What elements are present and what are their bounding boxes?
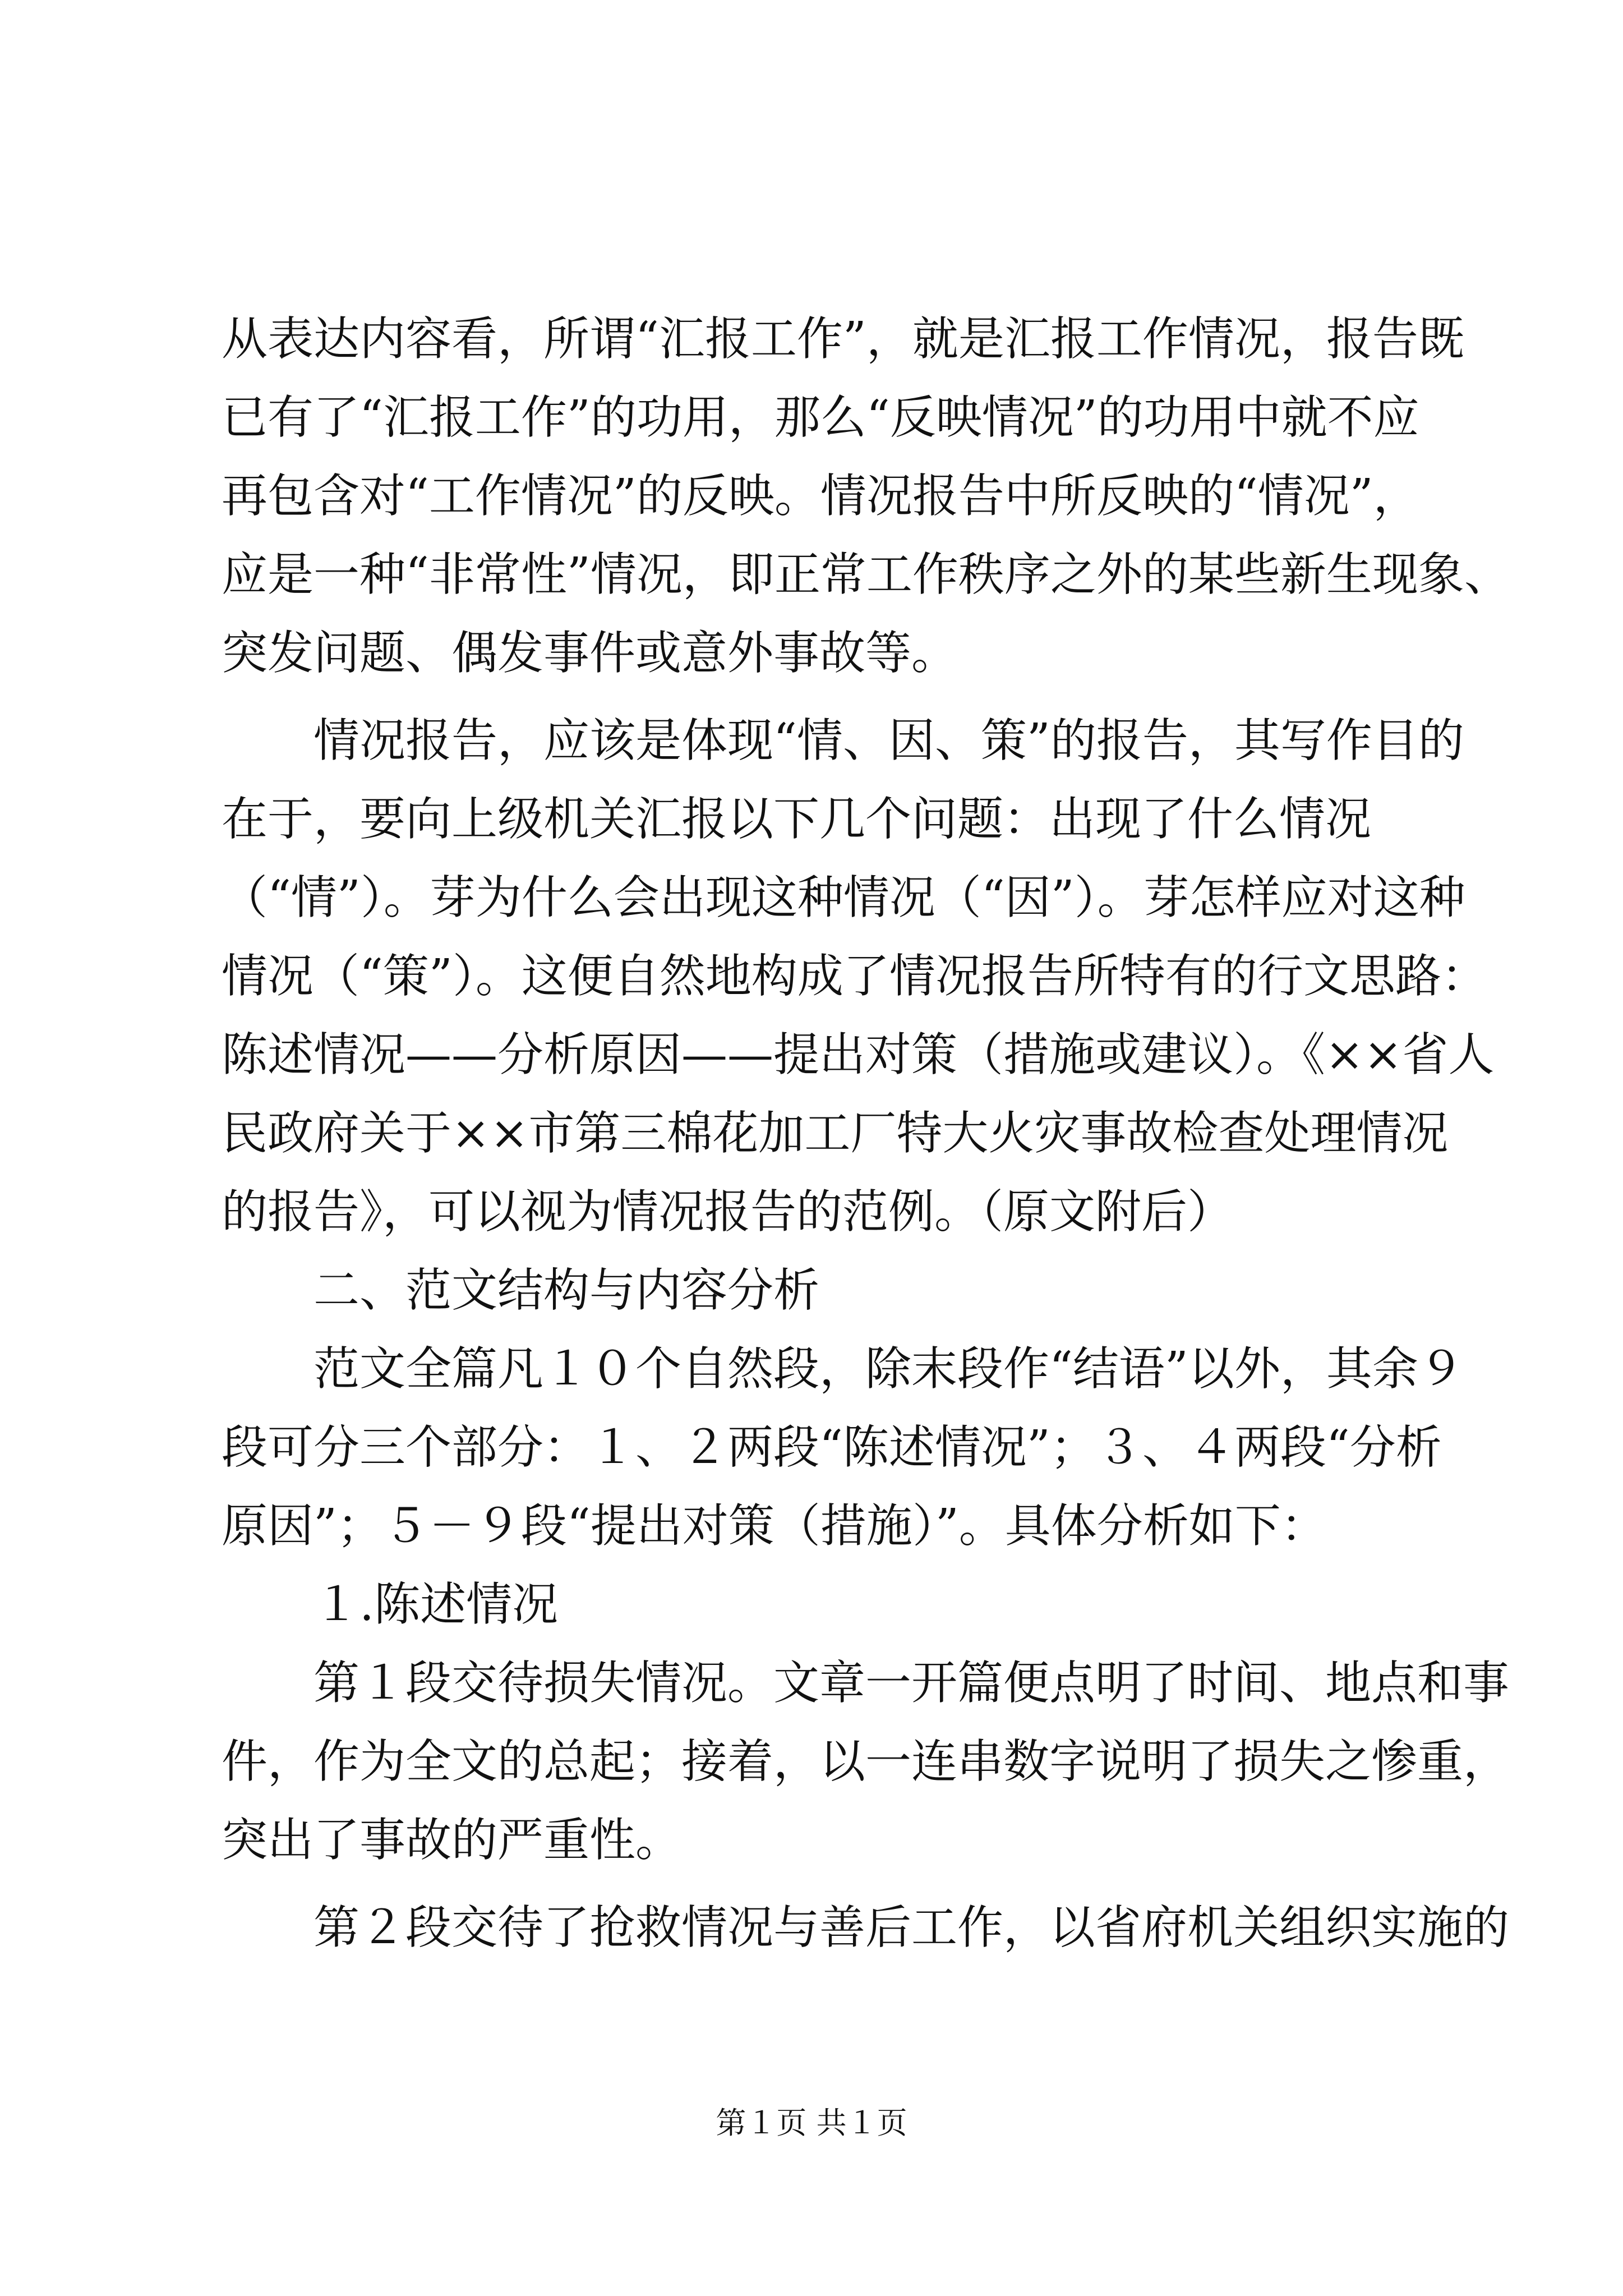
text-line: 原因”；５－９段“提出对策（措施）”。具体分析如下： bbox=[222, 1499, 1327, 1553]
text-line: 件，作为全文的总起；接着，以一连串数字说明了损失之惨重， bbox=[222, 1735, 1510, 1788]
text-line: 在于，要向上级机关汇报以下几个问题：出现了什么情况 bbox=[222, 793, 1372, 846]
paragraph-5 bbox=[222, 1889, 1510, 1967]
text-line: 从表达内容看，所谓“汇报工作”，就是汇报工作情况，报告既 bbox=[222, 312, 1464, 366]
text-line: 陈述情况——分析原因——提出对策（措施或建议）。《××省人 bbox=[222, 1028, 1495, 1082]
document-body bbox=[222, 300, 1510, 1967]
heading-line: 二、范文结构与内容分析 bbox=[222, 1264, 820, 1317]
text-line: 情况（“策”）。这便自然地构成了情况报告所特有的行文思路： bbox=[222, 950, 1487, 1003]
subheading bbox=[222, 1566, 1416, 1644]
text-line: 范文全篇凡１０个自然段，除末段作“结语”以外，其余９ bbox=[222, 1342, 1464, 1396]
text-line: 突出了事故的严重性。 bbox=[222, 1814, 682, 1867]
text-line: 情况报告，应该是体现“情、因、策”的报告，其写作目的 bbox=[222, 714, 1464, 767]
heading-line: １.陈述情况 bbox=[222, 1578, 559, 1631]
text-line: 的报告》，可以视为情况报告的范例。（原文附后） bbox=[222, 1185, 1234, 1239]
paragraph-2 bbox=[222, 702, 1495, 1251]
paragraph-4 bbox=[222, 1644, 1510, 1880]
text-line: 第２段交待了抢救情况与善后工作，以省府机关组织实施的 bbox=[222, 1901, 1510, 1954]
text-line: 第１段交待损失情况。文章一开篇便点明了时间、地点和事 bbox=[222, 1657, 1510, 1710]
text-line: 再包含对“工作情况”的反映。情况报告中所反映的“情况”， bbox=[222, 470, 1419, 523]
text-line: 突发问题、偶发事件或意外事故等。 bbox=[222, 627, 958, 680]
section-heading bbox=[222, 1251, 1416, 1330]
page-footer: 第１页 共１页 bbox=[716, 2105, 907, 2141]
text-line: 已有了“汇报工作”的功用，那么“反映情况”的功用中就不应 bbox=[222, 391, 1419, 444]
text-line: 民政府关于××市第三棉花加工厂特大火灾事故检查处理情况 bbox=[222, 1107, 1449, 1160]
paragraph-1 bbox=[222, 300, 1510, 693]
text-line: 应是一种“非常性”情况，即正常工作秩序之外的某些新生现象、 bbox=[222, 548, 1510, 601]
text-line: （“情”）。芽为什么会出现这种情况（“因”）。芽怎样应对这种 bbox=[222, 871, 1465, 924]
text-line: 段可分三个部分：１、２两段“陈述情况”；３、４两段“分析 bbox=[222, 1421, 1442, 1474]
paragraph-3 bbox=[222, 1330, 1464, 1566]
